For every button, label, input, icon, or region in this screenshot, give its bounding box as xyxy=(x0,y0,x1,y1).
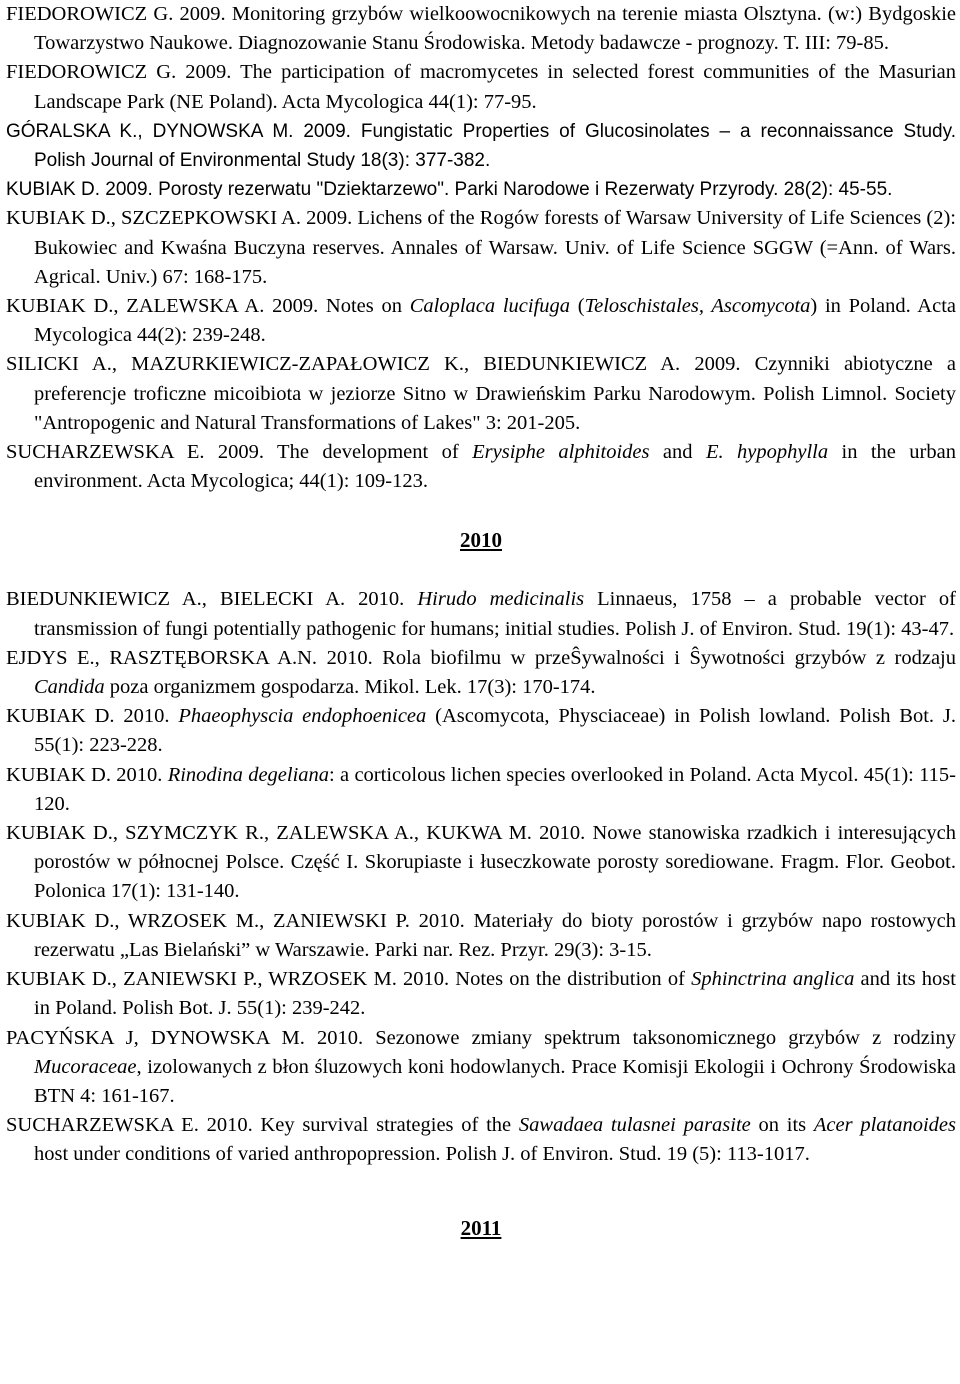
ref-text: and xyxy=(649,441,706,464)
ref-species-italic: Caloplaca lucifuga xyxy=(409,295,571,318)
reference-entry xyxy=(6,1111,956,1169)
reference-entry xyxy=(6,761,956,819)
references-2009 xyxy=(6,0,956,496)
ref-species-italic: Sphinctrina anglica xyxy=(691,968,855,991)
ref-taxon-italic: Teloschistales, Ascomycota xyxy=(584,295,811,318)
year-heading-2010: 2010 xyxy=(460,528,502,553)
ref-text: SUCHARZEWSKA E. 2009. The development of xyxy=(6,441,473,464)
reference-entry: GÓRALSKA K., DYNOWSKA M. 2009. Fungistatic Properties of Glucosinolates – a reconnaissance Study. Polish Journal of Environmental Study 18(3): 377-382. xyxy=(6,120,956,172)
reference-entry xyxy=(6,292,956,350)
ref-text: ( xyxy=(570,295,585,318)
ref-family-italic: Mucoraceae xyxy=(34,1055,137,1078)
ref-text: in the urban environment. Acta Mycologica; 44(1): 109-123. xyxy=(34,441,956,493)
reference-entry: KUBIAK D., SZCZEPKOWSKI A. 2009. Lichens of the Rogów forests of Warsaw University of Life Sciences (2): Bukowiec and Kwaśna Buczyna reserves. Annales of Warsaw. Univ. of Life Science SGGW (=Ann. of Wars. Agrical. Univ.) 67: 168-175. xyxy=(6,207,956,288)
ref-text: EJDYS E., RASZTĘBORSKA A.N. 2010. Rola biofilmu w przeŜywalności i Ŝywotności grzybów z rodzaju xyxy=(6,646,956,669)
reference-entry: KUBIAK D., WRZOSEK M., ZANIEWSKI P. 2010. Materiały do bioty porostów i grzybów napo rostowych rezerwatu „Las Bielański” w Warszawie. Parki nar. Rez. Przyr. 29(3): 3-15. xyxy=(6,909,956,961)
reference-entry xyxy=(6,1024,956,1112)
reference-entry: FIEDOROWICZ G. 2009. Monitoring grzybów wielkoowocnikowych na terenie miasta Olsztyna. (w:) Bydgoskie Towarzystwo Naukowe. Diagnozowanie Stanu Środowiska. Metody badawcze - prognozy. T. III: 79-85. xyxy=(6,3,956,55)
ref-species-italic: Hirudo medicinalis xyxy=(417,588,585,611)
ref-species-italic: E. hypophylla xyxy=(705,441,829,464)
year-heading-2011: 2011 xyxy=(460,1215,502,1240)
ref-species-italic: Candida xyxy=(34,676,105,699)
document-page xyxy=(6,0,956,1243)
ref-text: poza organizmem gospodarza. Mikol. Lek. 17(3): 170-174. xyxy=(104,676,596,699)
ref-text: KUBIAK D., ZALEWSKA A. 2009. Notes on xyxy=(6,295,410,318)
reference-entry xyxy=(6,438,956,496)
reference-entry xyxy=(6,585,956,643)
ref-text: PACYŃSKA J, DYNOWSKA M. 2010. Sezonowe zmiany spektrum taksonomicznego grzybów z rodziny xyxy=(6,1026,956,1049)
reference-entry xyxy=(6,965,956,1023)
ref-species-italic: Rinodina degeliana xyxy=(167,763,330,786)
ref-text: on its xyxy=(750,1114,814,1137)
ref-species-italic: Erysiphe alphitoides xyxy=(472,441,650,464)
reference-entry xyxy=(6,702,956,760)
reference-entry: KUBIAK D., SZYMCZYK R., ZALEWSKA A., KUKWA M. 2010. Nowe stanowiska rzadkich i interesujących porostów w północnej Polsce. Część I. Skorupiaste i łuseczkowate porosty sorediowane. Fragm. Flor. Geobot. Polonica 17(1): 131-140. xyxy=(6,822,956,903)
ref-text: host under conditions of varied anthropopression. Polish J. of Environ. Stud. 19 (5): 113-1017. xyxy=(34,1143,810,1166)
ref-species-italic: Sawadaea tulasnei parasite xyxy=(518,1114,751,1137)
ref-text: , izolowanych z błon śluzowych koni hodowlanych. Prace Komisji Ekologii i Ochrony Środowiska BTN 4: 161-167. xyxy=(34,1055,956,1107)
ref-text: SUCHARZEWSKA E. 2010. Key survival strategies of the xyxy=(6,1114,519,1137)
ref-text: (Ascomycota, Physciaceae) in Polish lowland. Polish Bot. J. 55(1): 223-228. xyxy=(34,705,956,757)
references-2010 xyxy=(6,585,956,1169)
reference-entry: KUBIAK D. 2009. Porosty rezerwatu "Dziektarzewo". Parki Narodowe i Rezerwaty Przyrody. 28(2): 45-55. xyxy=(6,179,893,201)
ref-text: and its host in Poland. Polish Bot. J. 55(1): 239-242. xyxy=(34,968,956,1020)
ref-text: KUBIAK D. 2010. xyxy=(6,705,179,728)
ref-text: ) in Poland. Acta Mycologica 44(2): 239-248. xyxy=(34,295,956,347)
reference-entry xyxy=(6,644,956,702)
ref-text: BIEDUNKIEWICZ A., BIELECKI A. 2010. xyxy=(6,588,418,611)
ref-text: KUBIAK D. 2010. xyxy=(6,763,168,786)
ref-text: KUBIAK D., ZANIEWSKI P., WRZOSEK M. 2010. Notes on the distribution of xyxy=(6,968,692,991)
ref-text: Linnaeus, 1758 – a probable vector of transmission of fungi potentially pathogenic for humans; initial studies. Polish J. of Environ. Stud. 19(1): 43-47. xyxy=(34,588,956,640)
ref-species-italic: Acer platanoides xyxy=(813,1114,956,1137)
ref-species-italic: Phaeophyscia endophoenicea xyxy=(178,705,427,728)
ref-text: : a corticolous lichen species overlooked in Poland. Acta Mycol. 45(1): 115-120. xyxy=(34,763,956,815)
reference-entry: SILICKI A., MAZURKIEWICZ-ZAPAŁOWICZ K., BIEDUNKIEWICZ A. 2009. Czynniki abiotyczne a preferencje troficzne micoibiota w jeziorze Sitno w Drawieńskim Parku Narodowym. Polish Limnol. Society "Antropogenic and Natural Transformations of Lakes" 3: 201-205. xyxy=(6,353,956,434)
reference-entry: FIEDOROWICZ G. 2009. The participation of macromycetes in selected forest communities of the Masurian Landscape Park (NE Poland). Acta Mycologica 44(1): 77-95. xyxy=(6,61,956,113)
